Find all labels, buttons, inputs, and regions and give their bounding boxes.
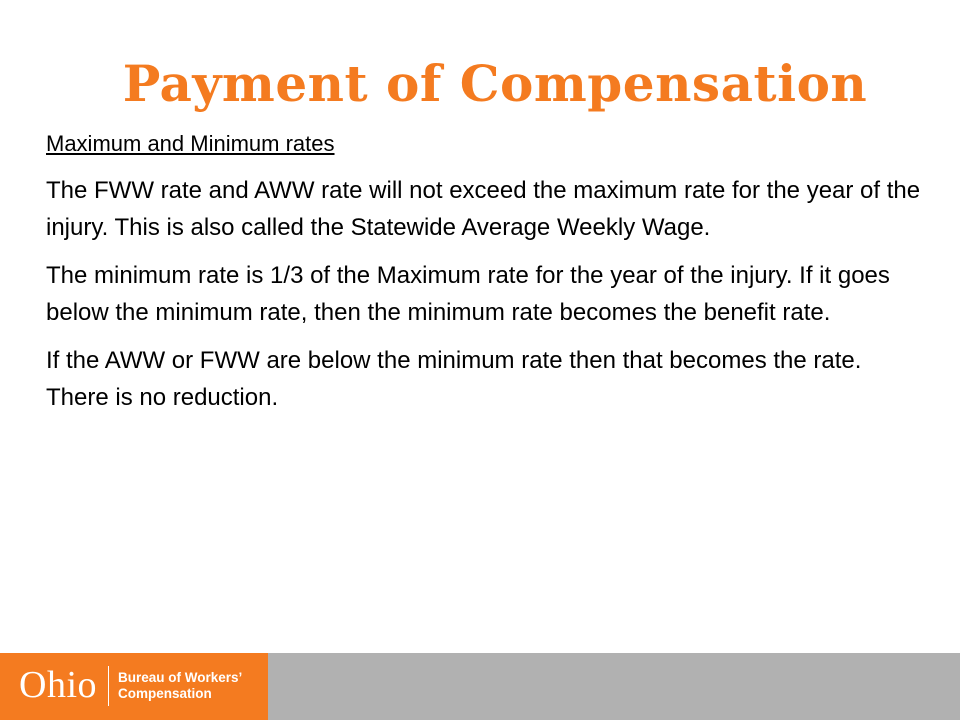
body-paragraph-min-rate: The minimum rate is 1/3 of the Maximum rate for the year of the injury. If it goes below the minimum rate, then the minimum rate becomes the benefit rate. (46, 261, 890, 327)
ohio-wordmark: Ohio (19, 664, 97, 706)
body-paragraph-below-min: If the AWW or FWW are below the minimum rate then that becomes the rate. There is no reduction. (46, 346, 862, 412)
subheading: Maximum and Minimum rates (46, 131, 335, 156)
logo-divider (108, 666, 109, 706)
footer-bar (0, 653, 960, 720)
bwc-logo (0, 653, 268, 720)
agency-name (118, 670, 242, 702)
agency-name-line-1: Bureau of Workers’ (118, 670, 243, 685)
agency-name-line-2: Compensation (118, 686, 212, 701)
slide-title: Payment of Compensation (122, 53, 868, 113)
slide-body (46, 128, 926, 427)
body-paragraph-max-rate: The FWW rate and AWW rate will not exceed the maximum rate for the year of the injury. This is also called the Statewide Average Weekly Wage. (46, 176, 921, 242)
